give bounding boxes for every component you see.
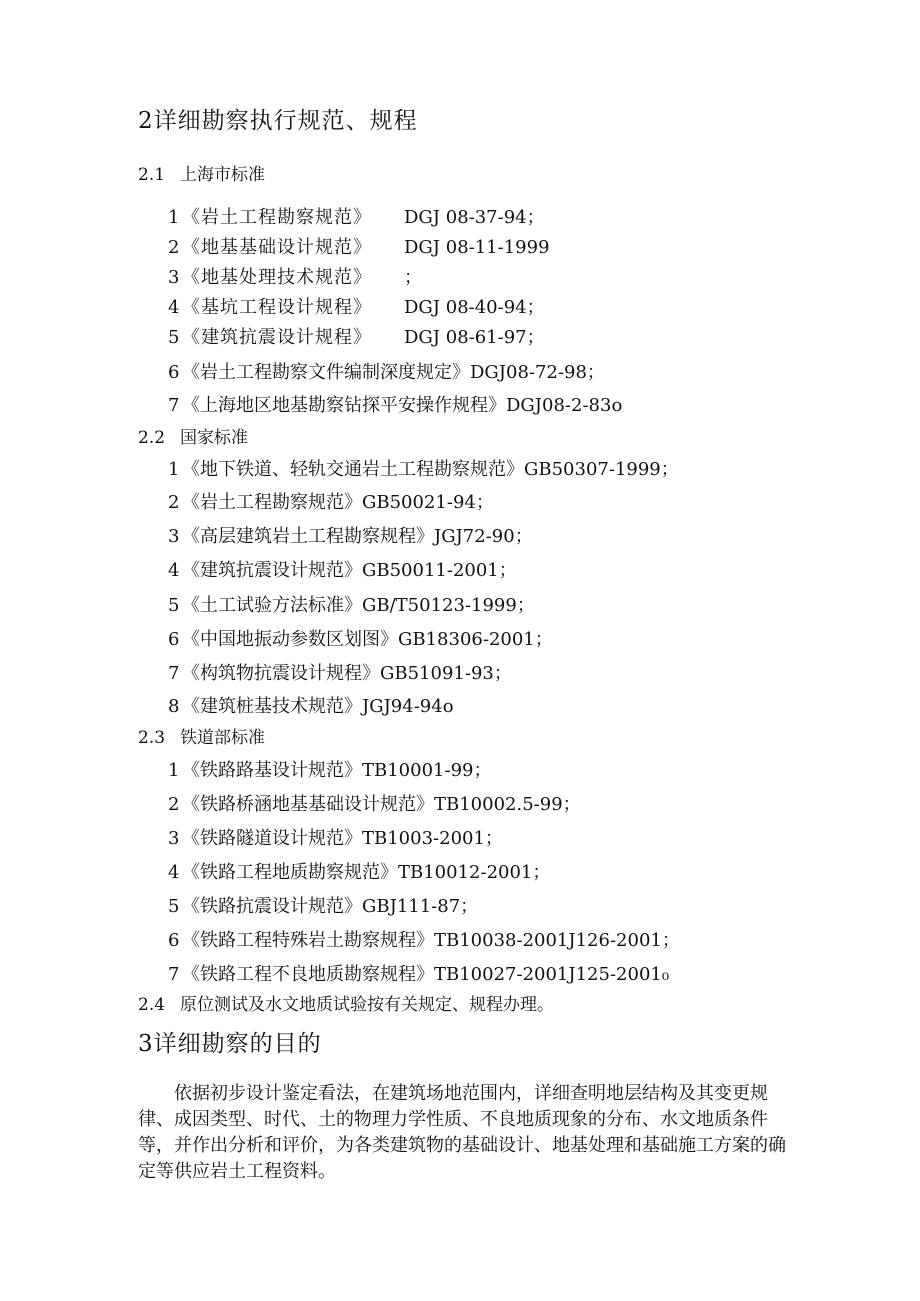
item-code: JGJ94-94o: [362, 696, 454, 717]
section-2-heading: 2详细勘察执行规范、规程: [138, 108, 418, 134]
list-item: [168, 926, 680, 952]
item-title: 《铁路工程特殊岩土勘察规程》: [182, 930, 434, 951]
list-item: [168, 488, 494, 514]
item-title: 《铁路路基设计规范》: [182, 760, 362, 781]
list-item: [168, 692, 454, 718]
item-code: DGJ 08-37-94；: [404, 207, 545, 228]
section-3-paragraph: 依据初步设计鉴定看法，在建筑场地范围内，详细查明地层结构及其变更规律、成因类型、时代、土的物理力学性质、不良地质现象的分布、水文地质条件等，并作出分析和评价，为各类建筑物的基础设计、地基处理和基础施工方案的确定等供应岩土工程资料。: [138, 1083, 786, 1182]
item-code: DGJ 08-11-1999: [404, 237, 550, 258]
item-number: 5: [168, 896, 180, 917]
item-code: DGJ08-2-83o: [506, 395, 623, 416]
item-number: 4: [168, 297, 180, 318]
list-item: [168, 591, 535, 617]
item-number: 1: [168, 760, 180, 781]
list-item: [168, 858, 550, 884]
subsection-number: 2.3: [138, 728, 166, 748]
item-title: 《建筑桩基技术规范》: [182, 696, 362, 717]
item-code: DGJ 08-61-97；: [404, 327, 545, 348]
item-number: 3: [168, 526, 180, 547]
item-title: 《上海地区地基勘察钻探平安操作规程》: [182, 395, 506, 416]
list-item: [168, 293, 545, 319]
item-code: TB1003-2001；: [362, 828, 503, 849]
item-code: GB50021-94；: [362, 492, 494, 513]
item-code: TB10038-2001J126-2001；: [434, 930, 680, 951]
item-number: 4: [168, 862, 180, 883]
list-item: [168, 756, 491, 782]
subsection-2-4-heading: [138, 990, 554, 1015]
list-item: [168, 790, 581, 816]
section-3-heading: 3详细勘察的目的: [138, 1031, 322, 1057]
item-code: GB50011-2001；: [362, 560, 517, 581]
item-number: 1: [168, 459, 180, 480]
item-title: 《建筑抗震设计规程》: [182, 327, 372, 348]
item-number: 2: [168, 492, 180, 513]
subsection-2-3-heading: [138, 723, 265, 748]
item-title: 《铁路工程地质勘察规范》: [182, 862, 398, 883]
item-code: GB18306-2001；: [398, 629, 553, 650]
item-title: 《土工试验方法标准》: [182, 595, 362, 616]
item-title: 《中国地振动参数区划图》: [182, 629, 398, 650]
list-item: [168, 203, 545, 229]
item-title: 《地基基础设计规范》: [182, 237, 372, 258]
item-number: 7: [168, 964, 180, 985]
subsection-title: 铁道部标准: [180, 728, 265, 748]
item-number: 6: [168, 362, 180, 383]
item-code: GB/T50123-1999；: [362, 595, 535, 616]
item-title: 《岩土工程勘察文件编制深度规定》: [182, 362, 470, 383]
item-number: 7: [168, 663, 180, 684]
item-number: 3: [168, 828, 180, 849]
item-title: 《铁路抗震设计规范》: [182, 896, 362, 917]
item-number: 7: [168, 395, 180, 416]
item-title: 《铁路桥涵地基基础设计规范》: [182, 794, 434, 815]
item-code: JGJ72-90；: [434, 526, 533, 547]
item-number: 6: [168, 930, 180, 951]
item-code: GB50307-1999；: [524, 459, 679, 480]
list-item: [168, 455, 679, 481]
item-code: DGJ 08-40-94；: [404, 297, 545, 318]
list-item: [168, 358, 605, 384]
item-number: 5: [168, 327, 180, 348]
item-title: 《铁路隧道设计规范》: [182, 828, 362, 849]
item-title: 《岩土工程勘察规范》: [182, 492, 362, 513]
subsection-title: 国家标准: [180, 428, 248, 448]
subsection-number: 2.2: [138, 428, 166, 448]
subsection-number: 2.1: [138, 165, 166, 185]
list-item: [168, 391, 622, 417]
item-title: 《建筑抗震设计规范》: [182, 560, 362, 581]
subsection-text: 原位测试及水文地质试验按有关规定、规程办理。: [180, 995, 554, 1015]
subsection-2-1-heading: [138, 160, 265, 185]
item-code: GB51091-93；: [380, 663, 512, 684]
list-item: [168, 892, 478, 918]
subsection-title: 上海市标准: [180, 165, 265, 185]
list-item: [168, 522, 533, 548]
list-item: [168, 323, 545, 349]
item-number: 2: [168, 237, 180, 258]
item-number: 3: [168, 267, 180, 288]
list-item: [168, 625, 553, 651]
item-title: 《岩土工程勘察规范》: [182, 207, 372, 228]
item-code: ；: [404, 267, 422, 288]
item-code: TB10027-2001J125-2001₀: [434, 964, 670, 985]
subsection-2-2-heading: [138, 423, 248, 448]
item-number: 8: [168, 696, 180, 717]
subsection-number: 2.4: [138, 995, 166, 1015]
list-item: [168, 659, 512, 685]
item-code: DGJ08-72-98；: [470, 362, 605, 383]
item-title: 《地基处理技术规范》: [182, 267, 372, 288]
item-title: 《铁路工程不良地质勘察规程》: [182, 964, 434, 985]
list-item: [168, 960, 669, 986]
list-item: [168, 233, 550, 259]
item-number: 2: [168, 794, 180, 815]
item-title: 《高层建筑岩土工程勘察规程》: [182, 526, 434, 547]
item-title: 《地下铁道、轻轨交通岩土工程勘察规范》: [182, 459, 524, 480]
item-number: 1: [168, 207, 180, 228]
item-number: 5: [168, 595, 180, 616]
item-title: 《基坑工程设计规程》: [182, 297, 372, 318]
item-number: 4: [168, 560, 180, 581]
list-item: [168, 556, 517, 582]
item-code: TB10002.5-99；: [434, 794, 581, 815]
item-title: 《构筑物抗震设计规程》: [182, 663, 380, 684]
item-code: TB10012-2001；: [398, 862, 551, 883]
item-code: GBJ111-87；: [362, 896, 479, 917]
item-code: TB10001-99；: [362, 760, 492, 781]
list-item: [168, 263, 422, 289]
list-item: [168, 824, 503, 850]
item-number: 6: [168, 629, 180, 650]
